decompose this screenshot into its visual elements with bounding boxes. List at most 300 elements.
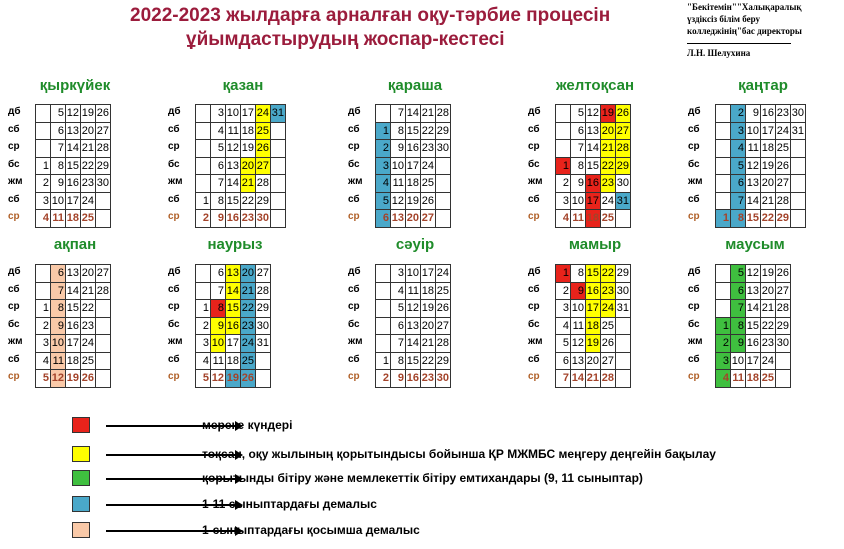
week-row [36,282,111,300]
day-cell: 26 [776,157,791,175]
week-row [376,300,451,318]
day-cell: 27 [256,265,271,283]
day-cell: 9 [731,335,746,353]
weekday-label: ср [528,301,540,312]
legend-item [72,470,792,488]
week-row [196,282,271,300]
day-cell [376,282,391,300]
day-cell: 25 [421,175,436,193]
approval-line-2: үздіксіз білім беру [687,14,761,24]
day-cell [256,352,271,370]
day-cell [196,122,211,140]
day-cell: 26 [601,335,616,353]
day-cell: 8 [211,300,226,318]
day-cell: 26 [776,265,791,283]
day-cell: 21 [421,335,436,353]
week-row [556,140,631,158]
day-cell: 5 [376,192,391,210]
day-cell: 14 [746,300,761,318]
day-cell: 9 [571,282,586,300]
month-calendar [195,104,286,228]
week-row [716,335,791,353]
day-cell: 25 [601,317,616,335]
weekday-label: ср [8,211,20,222]
day-cell: 28 [776,192,791,210]
legend-swatch [72,470,90,486]
day-cell [196,140,211,158]
day-cell: 19 [761,265,776,283]
legend-text: 1-11 сыныптардағы демалыс [202,497,377,511]
day-cell: 16 [746,335,761,353]
day-cell: 22 [761,210,776,228]
day-cell [96,335,111,353]
day-cell: 14 [226,175,241,193]
day-cell: 7 [391,335,406,353]
day-cell: 2 [36,317,51,335]
day-cell: 7 [51,282,66,300]
day-cell: 25 [436,282,451,300]
day-cell [716,140,731,158]
day-cell: 17 [586,300,601,318]
day-cell [716,122,731,140]
day-cell: 6 [556,352,571,370]
week-row [36,105,111,123]
day-cell [436,157,451,175]
weekday-label: бс [528,158,540,170]
day-cell: 27 [776,282,791,300]
day-cell: 16 [406,370,421,388]
day-cell: 6 [51,122,66,140]
day-cell: 9 [746,105,761,123]
day-cell: 2 [196,210,211,228]
day-cell [556,140,571,158]
weekday-label: жм [528,176,543,187]
week-row [36,122,111,140]
day-cell: 23 [241,317,256,335]
month-calendar [35,264,111,388]
approval-line-3: колледжінің"бас директоры [687,26,802,36]
weekday-label: сб [688,283,700,295]
day-cell: 12 [746,157,761,175]
legend-item [72,522,792,540]
weekday-label: сб [688,193,700,205]
day-cell: 10 [571,300,586,318]
day-cell: 9 [51,317,66,335]
week-row [716,122,806,140]
week-row [376,335,451,353]
weekday-label: бс [348,318,360,330]
day-cell: 10 [391,157,406,175]
day-cell: 12 [571,335,586,353]
week-row [716,265,791,283]
weekday-label: бс [348,158,360,170]
day-cell: 25 [601,210,616,228]
week-row [196,157,286,175]
day-cell: 15 [406,122,421,140]
day-cell: 23 [241,210,256,228]
day-cell: 17 [761,122,776,140]
day-cell: 5 [211,140,226,158]
month-calendar [35,104,111,228]
weekday-label: ср [348,211,360,222]
week-row [556,192,631,210]
legend-item [72,496,792,514]
day-cell [556,105,571,123]
legend-text: қорытынды бітіру және мемлекеттік бітіру емтихандары (9, 11 сыныптар) [202,471,643,485]
day-cell: 29 [776,210,791,228]
month-calendar [375,264,451,388]
day-cell: 21 [761,192,776,210]
day-cell [791,157,806,175]
day-cell: 4 [376,175,391,193]
day-cell [556,122,571,140]
week-row [716,370,791,388]
weekday-label: сб [528,283,540,295]
legend-swatch [72,522,90,538]
day-cell: 20 [81,122,96,140]
week-row [716,282,791,300]
day-cell: 28 [616,140,631,158]
day-cell: 19 [586,335,601,353]
day-cell: 14 [746,192,761,210]
day-cell: 22 [601,265,616,283]
day-cell: 27 [256,157,271,175]
day-cell: 12 [391,192,406,210]
day-cell: 22 [601,157,616,175]
week-row [36,157,111,175]
day-cell: 18 [761,140,776,158]
weekday-label: жм [8,336,23,347]
day-cell: 12 [746,265,761,283]
day-cell: 20 [586,352,601,370]
day-cell: 28 [256,175,271,193]
day-cell: 29 [776,317,791,335]
day-cell: 19 [601,105,616,123]
day-cell: 31 [616,192,631,210]
day-cell [791,210,806,228]
day-cell: 2 [556,175,571,193]
day-cell: 12 [51,370,66,388]
weekday-label: ср [688,371,700,382]
week-row [556,175,631,193]
day-cell: 5 [571,105,586,123]
day-cell [716,265,731,283]
day-cell: 4 [556,317,571,335]
day-cell: 18 [241,122,256,140]
day-cell: 14 [66,140,81,158]
weekday-label: ср [8,371,20,382]
day-cell: 24 [421,157,436,175]
day-cell: 19 [66,370,81,388]
day-cell: 7 [391,105,406,123]
weekday-label: жм [528,336,543,347]
day-cell: 10 [51,335,66,353]
weekday-label: ср [168,371,180,382]
day-cell: 4 [391,282,406,300]
day-cell: 8 [51,157,66,175]
day-cell: 20 [241,157,256,175]
day-cell: 19 [761,157,776,175]
signature-line [687,37,791,44]
day-cell: 10 [746,122,761,140]
day-cell [376,300,391,318]
weekday-label: жм [348,336,363,347]
day-cell [36,122,51,140]
day-cell [376,317,391,335]
weekday-label: ср [528,211,540,222]
day-cell [376,265,391,283]
day-cell: 24 [436,265,451,283]
month-calendar [715,264,791,388]
day-cell: 21 [81,282,96,300]
weekday-label: сб [168,123,180,135]
day-cell: 1 [196,300,211,318]
day-cell: 19 [226,370,241,388]
day-cell: 10 [211,335,226,353]
day-cell: 25 [241,352,256,370]
day-cell: 26 [241,370,256,388]
weekday-label: жм [168,176,183,187]
week-row [376,122,451,140]
day-cell: 6 [731,175,746,193]
weekday-label: сб [688,353,700,365]
day-cell: 29 [256,192,271,210]
day-cell: 18 [746,370,761,388]
day-cell: 3 [196,335,211,353]
day-cell: 21 [241,175,256,193]
month-calendar [375,104,451,228]
day-cell: 11 [51,210,66,228]
day-cell: 30 [436,140,451,158]
day-cell: 4 [196,352,211,370]
day-cell: 14 [406,105,421,123]
day-cell: 26 [256,140,271,158]
week-row [376,140,451,158]
day-cell: 20 [406,210,421,228]
day-cell: 24 [776,122,791,140]
day-cell [96,370,111,388]
day-cell: 11 [571,317,586,335]
day-cell: 27 [616,122,631,140]
day-cell [616,335,631,353]
day-cell: 1 [716,317,731,335]
day-cell: 28 [776,300,791,318]
week-row [716,175,806,193]
day-cell [256,370,271,388]
day-cell: 27 [96,265,111,283]
day-cell: 1 [36,157,51,175]
day-cell: 22 [421,122,436,140]
day-cell: 30 [256,210,271,228]
week-row [556,105,631,123]
day-cell: 15 [226,300,241,318]
day-cell: 8 [51,300,66,318]
day-cell: 20 [241,265,256,283]
day-cell: 16 [226,317,241,335]
week-row [196,265,271,283]
day-cell: 1 [376,122,391,140]
day-cell: 13 [746,282,761,300]
day-cell: 6 [376,210,391,228]
day-cell: 13 [66,265,81,283]
day-cell [271,175,286,193]
title-line-1: 2022-2023 жылдарға арналған оқу-тәрбие процесін [130,5,611,26]
day-cell: 15 [406,352,421,370]
day-cell: 8 [391,122,406,140]
week-row [716,210,806,228]
day-cell: 4 [716,370,731,388]
weekday-label: бс [528,318,540,330]
day-cell [716,105,731,123]
week-row [556,335,631,353]
day-cell: 19 [81,105,96,123]
weekday-label: сб [348,353,360,365]
day-cell: 28 [96,140,111,158]
week-row [716,105,806,123]
day-cell: 11 [391,175,406,193]
day-cell [196,282,211,300]
day-cell: 4 [556,210,571,228]
week-row [196,210,286,228]
day-cell: 8 [731,317,746,335]
day-cell: 24 [81,192,96,210]
day-cell: 31 [271,105,286,123]
page-title [130,4,670,52]
day-cell: 16 [66,317,81,335]
day-cell: 11 [571,210,586,228]
day-cell: 28 [436,105,451,123]
day-cell: 16 [66,175,81,193]
day-cell: 2 [376,370,391,388]
day-cell [791,140,806,158]
day-cell: 15 [586,265,601,283]
day-cell [376,335,391,353]
day-cell: 16 [586,282,601,300]
day-cell: 7 [731,300,746,318]
weekday-label: дб [168,266,181,277]
weekday-label: бс [168,158,180,170]
day-cell [96,352,111,370]
month-name: қазан [222,77,264,94]
month-name: ақпан [53,236,97,253]
day-cell [616,370,631,388]
month-name: қаңтар [738,77,788,94]
day-cell: 5 [51,105,66,123]
weekday-label: сб [348,123,360,135]
day-cell: 1 [556,265,571,283]
weekday-label: бс [688,158,700,170]
week-row [376,265,451,283]
day-cell: 10 [406,265,421,283]
day-cell: 24 [761,352,776,370]
day-cell: 29 [96,157,111,175]
day-cell: 23 [601,175,616,193]
day-cell [616,352,631,370]
day-cell: 13 [226,265,241,283]
day-cell: 23 [761,335,776,353]
legend-swatch [72,417,90,433]
week-row [716,192,806,210]
weekday-label: сб [528,123,540,135]
week-row [196,105,286,123]
day-cell [271,140,286,158]
day-cell: 31 [256,335,271,353]
day-cell: 29 [616,265,631,283]
day-cell: 10 [226,105,241,123]
week-row [556,265,631,283]
month-name: желтоқсан [555,77,635,94]
day-cell: 25 [81,352,96,370]
day-cell [716,282,731,300]
day-cell: 15 [66,300,81,318]
day-cell: 20 [761,282,776,300]
day-cell: 17 [241,105,256,123]
day-cell: 7 [731,192,746,210]
week-row [556,210,631,228]
weekday-label: сб [688,123,700,135]
day-cell: 30 [791,105,806,123]
week-row [376,370,451,388]
day-cell: 31 [791,122,806,140]
day-cell: 29 [436,352,451,370]
day-cell: 2 [196,317,211,335]
week-row [376,282,451,300]
day-cell [716,300,731,318]
day-cell: 6 [211,157,226,175]
day-cell: 18 [421,282,436,300]
day-cell: 13 [746,175,761,193]
day-cell: 13 [391,210,406,228]
day-cell: 14 [571,370,586,388]
week-row [36,175,111,193]
day-cell: 15 [586,157,601,175]
day-cell: 5 [196,370,211,388]
day-cell: 11 [211,352,226,370]
day-cell: 21 [586,370,601,388]
day-cell: 24 [601,300,616,318]
day-cell: 9 [571,175,586,193]
day-cell: 28 [256,282,271,300]
approval-line-1: "Бекітемін""Халықаралық [687,2,802,12]
day-cell: 24 [241,335,256,353]
weekday-label: ср [688,301,700,312]
day-cell [96,192,111,210]
month-name: наурыз [207,236,263,253]
month-name: маусым [725,236,785,253]
weekday-label: ср [168,141,180,152]
week-row [716,140,806,158]
day-cell: 6 [571,122,586,140]
weekday-label: ср [168,301,180,312]
day-cell: 7 [211,282,226,300]
month-calendar [555,104,631,228]
day-cell: 16 [761,105,776,123]
day-cell [271,122,286,140]
day-cell: 27 [421,210,436,228]
day-cell: 18 [586,317,601,335]
week-row [556,122,631,140]
week-row [196,335,271,353]
day-cell [436,192,451,210]
day-cell [36,265,51,283]
day-cell: 18 [586,210,601,228]
day-cell: 15 [746,317,761,335]
day-cell: 9 [211,210,226,228]
month-name: қараша [387,77,443,94]
day-cell: 4 [36,210,51,228]
week-row [556,157,631,175]
day-cell: 27 [96,122,111,140]
